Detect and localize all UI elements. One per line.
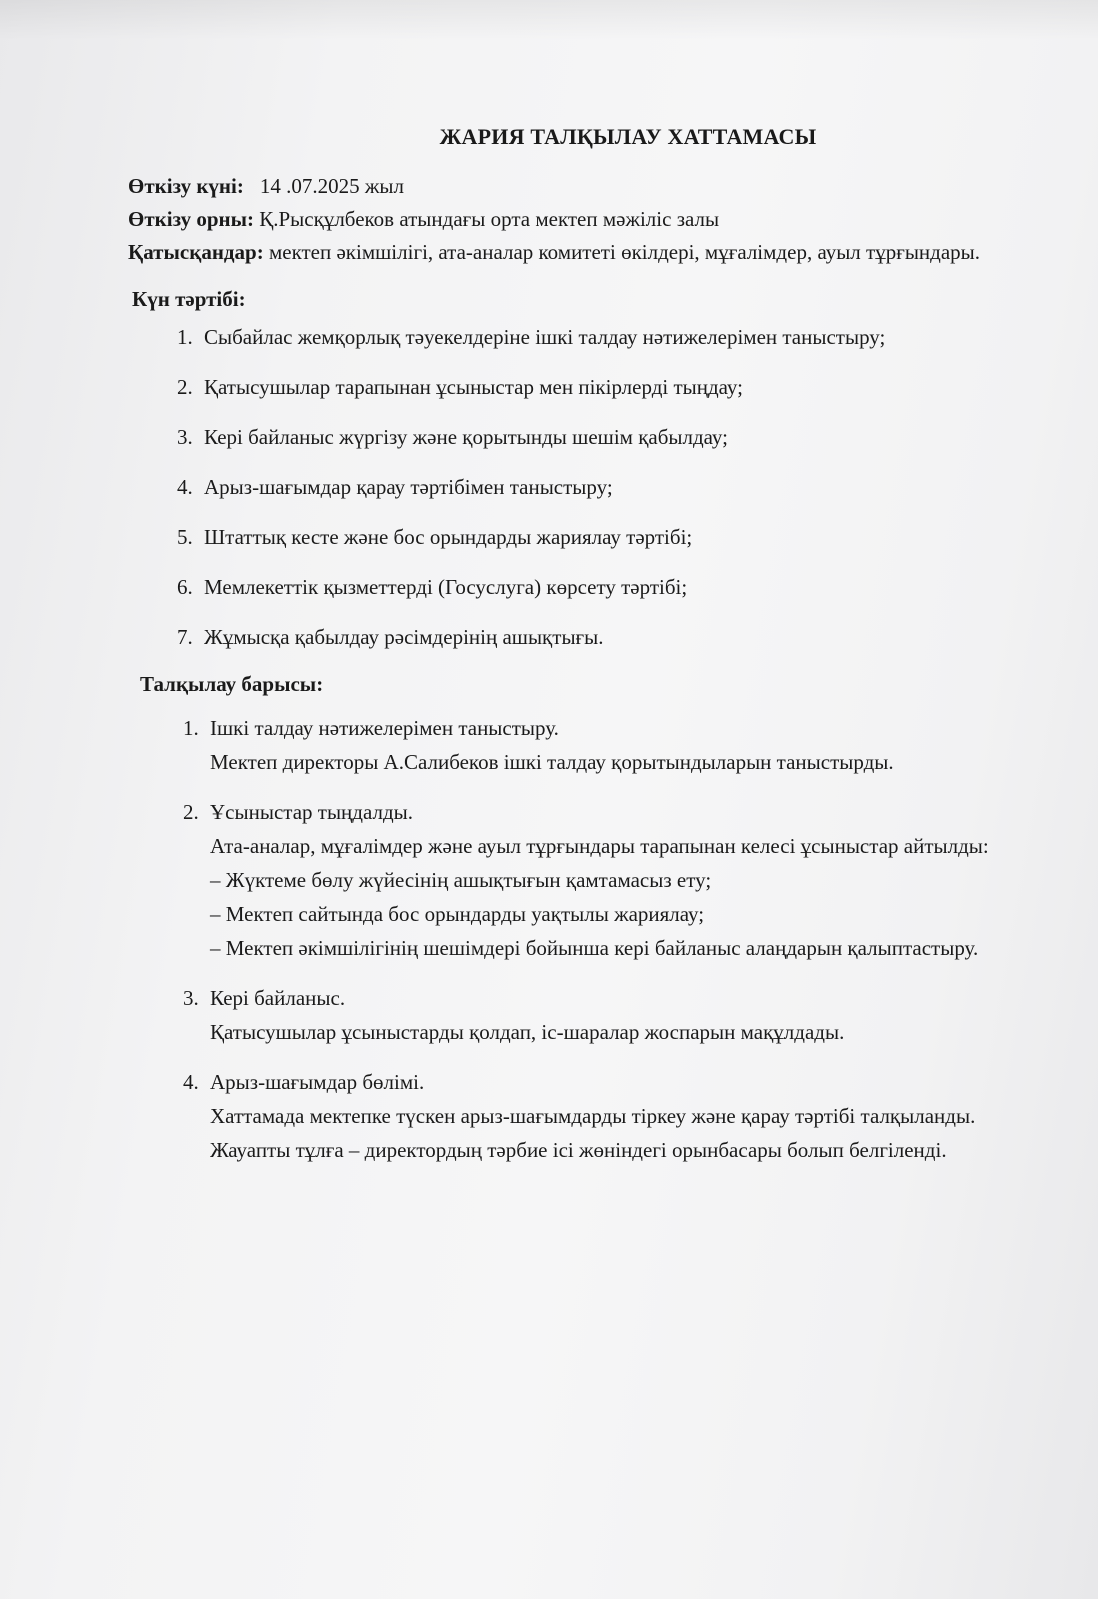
- document-title: ЖАРИЯ ТАЛҚЫЛАУ ХАТТАМАСЫ: [439, 124, 817, 149]
- agenda-item: 2. Қатысушылар тарапынан ұсыныстар мен пікірлерді тыңдау;: [198, 372, 1028, 402]
- discussion-item-text: Ата-аналар, мұғалімдер және ауыл тұрғындары тарапынан келесі ұсыныстар айтылды:: [210, 834, 989, 858]
- agenda-item: 3. Кері байланыс жүргізу және қорытынды шешім қабылдау;: [198, 422, 1028, 452]
- document-content: [128, 124, 1028, 1183]
- place-value: Қ.Рысқұлбеков атындағы орта мектеп мәжіліс залы: [259, 207, 720, 231]
- date-label: Өткізу күні:: [128, 174, 244, 198]
- discussion-item: [204, 981, 1028, 1049]
- discussion-proposal: – Жүктеме бөлу жүйесінің ашықтығын қамтамасыз ету;: [210, 868, 712, 892]
- discussion-item-title: 4. Арыз-шағымдар бөлімі.: [210, 1070, 425, 1094]
- date-value: 14 .07.2025 жыл: [259, 174, 404, 198]
- discussion-proposal: – Мектеп сайтында бос орындарды уақтылы жариялау;: [210, 902, 705, 926]
- discussion-item-title: 1. Ішкі талдау нәтижелерімен таныстыру.: [210, 716, 559, 740]
- page-shadow: [0, 0, 1098, 40]
- discussion-item: [204, 795, 1028, 965]
- discussion-list: [128, 711, 1028, 1167]
- agenda-item: 7. Жұмысқа қабылдау рәсімдерінің ашықтығы.: [198, 622, 1028, 652]
- discussion-heading: Талқылау барысы:: [140, 672, 324, 696]
- participants-label: Қатысқандар:: [128, 240, 264, 264]
- discussion-item-title: 3. Кері байланыс.: [210, 986, 346, 1010]
- discussion-item-text: Хаттамада мектепке түскен арыз-шағымдарды тіркеу және қарау тәртібі талқыланды. Жауапты тұлға – директордың тәрбие ісі жөніндегі орынбасары болып белгіленді.: [210, 1104, 976, 1162]
- agenda-item: 6. Мемлекеттік қызметтерді (Госуслуга) көрсету тәртібі;: [198, 572, 1028, 602]
- meta-place: [128, 203, 1028, 236]
- discussion-item: [204, 711, 1028, 779]
- discussion-item-text: Қатысушылар ұсыныстарды қолдап, іс-шаралар жоспарын мақұлдады.: [210, 1020, 845, 1044]
- meta-date: [128, 170, 1028, 203]
- agenda-item: 5. Штаттық кесте және бос орындарды жариялау тәртібі;: [198, 522, 1028, 552]
- agenda-heading: Күн тәртібі:: [132, 287, 246, 311]
- discussion-item: [204, 1065, 1028, 1167]
- agenda-item: 1. Сыбайлас жемқорлық тәуекелдеріне ішкі талдау нәтижелерімен таныстыру;: [198, 322, 1028, 352]
- discussion-item-title: 2. Ұсыныстар тыңдалды.: [210, 800, 414, 824]
- agenda-list: [128, 322, 1028, 652]
- meta-participants: [128, 236, 1028, 269]
- participants-value: мектеп әкімшілігі, ата-аналар комитеті өкілдері, мұғалімдер, ауыл тұрғындары.: [268, 240, 981, 264]
- place-label: Өткізу орны:: [128, 207, 254, 231]
- agenda-item: 4. Арыз-шағымдар қарау тәртібімен таныстыру;: [198, 472, 1028, 502]
- discussion-item-text: Мектеп директоры А.Салибеков ішкі талдау қорытындыларын таныстырды.: [210, 750, 894, 774]
- discussion-proposal: – Мектеп әкімшілігінің шешімдері бойынша кері байланыс алаңдарын қалыптастыру.: [210, 936, 979, 960]
